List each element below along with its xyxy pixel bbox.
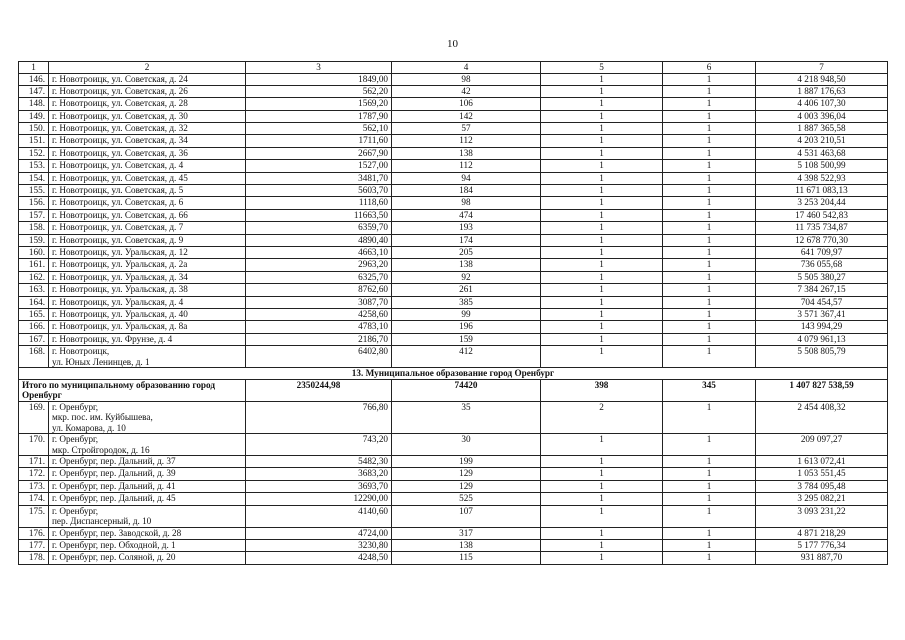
table-row — [19, 456, 888, 468]
row-number-cell: 165. — [19, 308, 49, 320]
row-number-cell: 168. — [19, 346, 49, 368]
table-row — [19, 296, 888, 308]
cost-cell: 4 398 522,93 — [756, 172, 888, 184]
col5-cell: 1 — [541, 308, 663, 320]
col6-cell: 1 — [663, 284, 756, 296]
area-cell: 3693,70 — [246, 480, 392, 492]
row-number-cell: 155. — [19, 185, 49, 197]
col6-cell: 1 — [663, 527, 756, 539]
residents-cell: 115 — [392, 552, 541, 564]
address-cell: г. Новотроицк, ул. Советская, д. 36 — [49, 147, 246, 159]
col5-cell: 1 — [541, 296, 663, 308]
header-cell: 4 — [392, 62, 541, 74]
area-cell: 743,20 — [246, 434, 392, 456]
row-number-cell: 166. — [19, 321, 49, 333]
cost-cell: 4 079 961,13 — [756, 333, 888, 345]
col5-cell: 1 — [541, 209, 663, 221]
table-row — [19, 73, 888, 85]
residents-cell: 385 — [392, 296, 541, 308]
cost-cell: 1 613 072,41 — [756, 456, 888, 468]
address-cell: г. Оренбург, мкр. пос. им. Куйбышева, ул. Комарова, д. 10 — [49, 401, 246, 434]
residents-cell: 57 — [392, 123, 541, 135]
residents-cell: 205 — [392, 246, 541, 258]
row-number-cell: 156. — [19, 197, 49, 209]
table-row — [19, 185, 888, 197]
area-cell: 1527,00 — [246, 160, 392, 172]
area-cell: 4890,40 — [246, 234, 392, 246]
area-cell: 4783,10 — [246, 321, 392, 333]
address-cell: г. Новотроицк, ул. Советская, д. 34 — [49, 135, 246, 147]
col6-cell: 1 — [663, 160, 756, 172]
residents-cell: 196 — [392, 321, 541, 333]
area-cell: 562,20 — [246, 85, 392, 97]
cost-cell: 4 406 107,30 — [756, 98, 888, 110]
column-number-header-row — [19, 62, 888, 74]
total-col5-cell: 398 — [541, 379, 663, 401]
col5-cell: 1 — [541, 505, 663, 527]
residents-cell: 174 — [392, 234, 541, 246]
residents-cell: 138 — [392, 540, 541, 552]
row-number-cell: 149. — [19, 110, 49, 122]
table-row — [19, 271, 888, 283]
table-row — [19, 222, 888, 234]
row-number-cell: 177. — [19, 540, 49, 552]
row-number-cell: 174. — [19, 493, 49, 505]
residents-cell: 94 — [392, 172, 541, 184]
col5-cell: 1 — [541, 222, 663, 234]
residents-cell: 112 — [392, 135, 541, 147]
residents-cell: 159 — [392, 333, 541, 345]
area-cell: 1711,60 — [246, 135, 392, 147]
cost-cell: 1 887 365,58 — [756, 123, 888, 135]
col5-cell: 1 — [541, 110, 663, 122]
area-cell: 4140,60 — [246, 505, 392, 527]
header-cell: 2 — [49, 62, 246, 74]
cost-cell: 2 454 408,32 — [756, 401, 888, 434]
row-number-cell: 172. — [19, 468, 49, 480]
cost-cell: 17 460 542,83 — [756, 209, 888, 221]
row-number-cell: 176. — [19, 527, 49, 539]
area-cell: 3481,70 — [246, 172, 392, 184]
col5-cell: 1 — [541, 552, 663, 564]
col6-cell: 1 — [663, 456, 756, 468]
address-cell: г. Оренбург, пер. Обходной, д. 1 — [49, 540, 246, 552]
address-cell: г. Новотроицк, ул. Советская, д. 7 — [49, 222, 246, 234]
col5-cell: 1 — [541, 246, 663, 258]
col5-cell: 1 — [541, 185, 663, 197]
col5-cell: 1 — [541, 85, 663, 97]
col6-cell: 1 — [663, 468, 756, 480]
cost-cell: 143 994,29 — [756, 321, 888, 333]
table-row — [19, 123, 888, 135]
total-col6-cell: 345 — [663, 379, 756, 401]
total-row — [19, 379, 888, 401]
col6-cell: 1 — [663, 296, 756, 308]
col5-cell: 1 — [541, 259, 663, 271]
row-number-cell: 160. — [19, 246, 49, 258]
residents-cell: 193 — [392, 222, 541, 234]
col6-cell: 1 — [663, 401, 756, 434]
row-number-cell: 157. — [19, 209, 49, 221]
section-header-row — [19, 368, 888, 380]
col5-cell: 1 — [541, 333, 663, 345]
residents-cell: 199 — [392, 456, 541, 468]
table-row — [19, 434, 888, 456]
cost-cell: 11 671 083,13 — [756, 185, 888, 197]
address-cell: г. Новотроицк, ул. Советская, д. 45 — [49, 172, 246, 184]
total-residents-cell: 74420 — [392, 379, 541, 401]
address-cell: г. Оренбург, пер. Соляной, д. 20 — [49, 552, 246, 564]
table-row — [19, 172, 888, 184]
col5-cell: 1 — [541, 493, 663, 505]
row-number-cell: 169. — [19, 401, 49, 434]
cost-cell: 209 097,27 — [756, 434, 888, 456]
table-row — [19, 527, 888, 539]
total-label: Итого по муниципальному образованию город Оренбург — [19, 379, 246, 401]
area-cell: 4663,10 — [246, 246, 392, 258]
cost-cell: 4 003 396,04 — [756, 110, 888, 122]
cost-cell: 641 709,97 — [756, 246, 888, 258]
col5-cell: 1 — [541, 321, 663, 333]
row-number-cell: 163. — [19, 284, 49, 296]
col6-cell: 1 — [663, 480, 756, 492]
residents-cell: 474 — [392, 209, 541, 221]
col6-cell: 1 — [663, 271, 756, 283]
col5-cell: 1 — [541, 147, 663, 159]
col5-cell: 1 — [541, 172, 663, 184]
col6-cell: 1 — [663, 73, 756, 85]
table-row — [19, 197, 888, 209]
table-row — [19, 209, 888, 221]
area-cell: 5482,30 — [246, 456, 392, 468]
col6-cell: 1 — [663, 321, 756, 333]
table-row — [19, 85, 888, 97]
area-cell: 3683,20 — [246, 468, 392, 480]
address-cell: г. Новотроицк, ул. Советская, д. 5 — [49, 185, 246, 197]
row-number-cell: 162. — [19, 271, 49, 283]
row-number-cell: 173. — [19, 480, 49, 492]
row-number-cell: 171. — [19, 456, 49, 468]
cost-cell: 3 253 204,44 — [756, 197, 888, 209]
address-cell: г. Новотроицк, ул. Советская, д. 4 — [49, 160, 246, 172]
table-row — [19, 540, 888, 552]
header-cell: 5 — [541, 62, 663, 74]
col5-cell: 1 — [541, 98, 663, 110]
table-row — [19, 493, 888, 505]
table-row — [19, 480, 888, 492]
address-cell: г. Новотроицк, ул. Уральская, д. 34 — [49, 271, 246, 283]
address-cell: г. Оренбург, пер. Дальний, д. 39 — [49, 468, 246, 480]
address-cell: г. Новотроицк, ул. Советская, д. 66 — [49, 209, 246, 221]
address-cell: г. Новотроицк, ул. Советская, д. 6 — [49, 197, 246, 209]
cost-cell: 1 887 176,63 — [756, 85, 888, 97]
row-number-cell: 151. — [19, 135, 49, 147]
area-cell: 11663,50 — [246, 209, 392, 221]
col6-cell: 1 — [663, 185, 756, 197]
table-row — [19, 505, 888, 527]
address-cell: г. Новотроицк, ул. Уральская, д. 38 — [49, 284, 246, 296]
area-cell: 562,10 — [246, 123, 392, 135]
area-cell: 766,80 — [246, 401, 392, 434]
total-cost-cell: 1 407 827 538,59 — [756, 379, 888, 401]
col6-cell: 1 — [663, 434, 756, 456]
col5-cell: 1 — [541, 468, 663, 480]
table-row — [19, 98, 888, 110]
col6-cell: 1 — [663, 552, 756, 564]
page-number: 10 — [447, 38, 458, 50]
address-cell: г. Новотроицк, ул. Уральская, д. 4 — [49, 296, 246, 308]
area-cell: 1118,60 — [246, 197, 392, 209]
table-row — [19, 468, 888, 480]
header-cell: 7 — [756, 62, 888, 74]
address-cell: г. Оренбург, пер. Дальний, д. 45 — [49, 493, 246, 505]
cost-cell: 7 384 267,15 — [756, 284, 888, 296]
col6-cell: 1 — [663, 333, 756, 345]
residents-cell: 525 — [392, 493, 541, 505]
address-cell: г. Новотроицк, ул. Советская, д. 9 — [49, 234, 246, 246]
residents-cell: 30 — [392, 434, 541, 456]
col5-cell: 1 — [541, 346, 663, 368]
area-cell: 2186,70 — [246, 333, 392, 345]
address-cell: г. Новотроицк, ул. Советская, д. 30 — [49, 110, 246, 122]
area-cell: 2667,90 — [246, 147, 392, 159]
cost-cell: 736 055,68 — [756, 259, 888, 271]
address-cell: г. Новотроицк, ул. Советская, д. 32 — [49, 123, 246, 135]
cost-cell: 4 871 218,29 — [756, 527, 888, 539]
col6-cell: 1 — [663, 98, 756, 110]
cost-cell: 3 571 367,41 — [756, 308, 888, 320]
address-cell: г. Новотроицк, ул. Советская, д. 28 — [49, 98, 246, 110]
col6-cell: 1 — [663, 123, 756, 135]
residents-cell: 317 — [392, 527, 541, 539]
row-number-cell: 161. — [19, 259, 49, 271]
col5-cell: 1 — [541, 160, 663, 172]
cost-cell: 4 203 210,51 — [756, 135, 888, 147]
address-cell: г. Оренбург, мкр. Стройгородок, д. 16 — [49, 434, 246, 456]
residents-cell: 261 — [392, 284, 541, 296]
col6-cell: 1 — [663, 308, 756, 320]
cost-cell: 3 784 095,48 — [756, 480, 888, 492]
col5-cell: 1 — [541, 434, 663, 456]
table-row — [19, 346, 888, 368]
col6-cell: 1 — [663, 197, 756, 209]
table-row — [19, 308, 888, 320]
col5-cell: 1 — [541, 456, 663, 468]
row-number-cell: 152. — [19, 147, 49, 159]
row-number-cell: 158. — [19, 222, 49, 234]
address-cell: г. Оренбург, пер. Дальний, д. 41 — [49, 480, 246, 492]
col5-cell: 1 — [541, 540, 663, 552]
row-number-cell: 170. — [19, 434, 49, 456]
area-cell: 4724,00 — [246, 527, 392, 539]
area-cell: 6325,70 — [246, 271, 392, 283]
residents-cell: 42 — [392, 85, 541, 97]
col5-cell: 1 — [541, 480, 663, 492]
col6-cell: 1 — [663, 209, 756, 221]
cost-cell: 704 454,57 — [756, 296, 888, 308]
table-row — [19, 401, 888, 434]
col6-cell: 1 — [663, 85, 756, 97]
row-number-cell: 154. — [19, 172, 49, 184]
cost-cell: 931 887,70 — [756, 552, 888, 564]
col6-cell: 1 — [663, 135, 756, 147]
cost-cell: 3 093 231,22 — [756, 505, 888, 527]
col5-cell: 1 — [541, 271, 663, 283]
col6-cell: 1 — [663, 540, 756, 552]
table-row — [19, 321, 888, 333]
table-row — [19, 284, 888, 296]
col6-cell: 1 — [663, 222, 756, 234]
row-number-cell: 150. — [19, 123, 49, 135]
table-row — [19, 160, 888, 172]
cost-cell: 4 531 463,68 — [756, 147, 888, 159]
table-row — [19, 135, 888, 147]
address-cell: г. Новотроицк, ул. Советская, д. 24 — [49, 73, 246, 85]
area-cell: 8762,60 — [246, 284, 392, 296]
table-row — [19, 147, 888, 159]
col5-cell: 1 — [541, 527, 663, 539]
row-number-cell: 175. — [19, 505, 49, 527]
header-cell: 3 — [246, 62, 392, 74]
residents-cell: 184 — [392, 185, 541, 197]
area-cell: 5603,70 — [246, 185, 392, 197]
cost-cell: 1 053 551,45 — [756, 468, 888, 480]
col6-cell: 1 — [663, 147, 756, 159]
residents-cell: 129 — [392, 480, 541, 492]
col6-cell: 1 — [663, 110, 756, 122]
address-cell: г. Новотроицк, ул. Уральская, д. 40 — [49, 308, 246, 320]
residents-cell: 99 — [392, 308, 541, 320]
row-number-cell: 164. — [19, 296, 49, 308]
row-number-cell: 153. — [19, 160, 49, 172]
area-cell: 3230,80 — [246, 540, 392, 552]
address-cell: г. Новотроицк, ул. Юных Ленинцев, д. 1 — [49, 346, 246, 368]
col6-cell: 1 — [663, 234, 756, 246]
row-number-cell: 148. — [19, 98, 49, 110]
header-cell: 6 — [663, 62, 756, 74]
residents-cell: 98 — [392, 73, 541, 85]
total-area-cell: 2350244,98 — [246, 379, 392, 401]
cost-cell: 11 735 734,87 — [756, 222, 888, 234]
residents-cell: 412 — [392, 346, 541, 368]
table-row — [19, 333, 888, 345]
table-row — [19, 552, 888, 564]
residents-cell: 112 — [392, 160, 541, 172]
header-cell: 1 — [19, 62, 49, 74]
col6-cell: 1 — [663, 346, 756, 368]
col5-cell: 1 — [541, 234, 663, 246]
table-row — [19, 234, 888, 246]
address-cell: г. Новотроицк, ул. Фрунзе, д. 4 — [49, 333, 246, 345]
table-row — [19, 110, 888, 122]
area-cell: 6402,80 — [246, 346, 392, 368]
area-cell: 4248,50 — [246, 552, 392, 564]
col5-cell: 1 — [541, 135, 663, 147]
col5-cell: 1 — [541, 284, 663, 296]
row-number-cell: 159. — [19, 234, 49, 246]
address-cell: г. Новотроицк, ул. Уральская, д. 2а — [49, 259, 246, 271]
address-cell: г. Новотроицк, ул. Советская, д. 26 — [49, 85, 246, 97]
col6-cell: 1 — [663, 493, 756, 505]
col5-cell: 2 — [541, 401, 663, 434]
col6-cell: 1 — [663, 246, 756, 258]
area-cell: 12290,00 — [246, 493, 392, 505]
residents-cell: 107 — [392, 505, 541, 527]
col5-cell: 1 — [541, 197, 663, 209]
section-title: 13. Муниципальное образование город Оренбург — [19, 368, 888, 380]
residents-cell: 129 — [392, 468, 541, 480]
area-cell: 1569,20 — [246, 98, 392, 110]
residents-cell: 106 — [392, 98, 541, 110]
residents-cell: 138 — [392, 259, 541, 271]
address-cell: г. Оренбург, пер. Диспансерный, д. 10 — [49, 505, 246, 527]
address-cell: г. Оренбург, пер. Дальний, д. 37 — [49, 456, 246, 468]
col6-cell: 1 — [663, 505, 756, 527]
cost-cell: 5 505 380,27 — [756, 271, 888, 283]
address-cell: г. Новотроицк, ул. Уральская, д. 12 — [49, 246, 246, 258]
area-cell: 1787,90 — [246, 110, 392, 122]
row-number-cell: 146. — [19, 73, 49, 85]
residents-cell: 92 — [392, 271, 541, 283]
residents-cell: 138 — [392, 147, 541, 159]
address-cell: г. Оренбург, пер. Заводской, д. 28 — [49, 527, 246, 539]
col6-cell: 1 — [663, 259, 756, 271]
table-row — [19, 246, 888, 258]
housing-register-table — [18, 61, 888, 565]
residents-cell: 35 — [392, 401, 541, 434]
row-number-cell: 178. — [19, 552, 49, 564]
cost-cell: 3 295 082,21 — [756, 493, 888, 505]
address-cell: г. Новотроицк, ул. Уральская, д. 8а — [49, 321, 246, 333]
area-cell: 1849,00 — [246, 73, 392, 85]
table-row — [19, 259, 888, 271]
cost-cell: 4 218 948,50 — [756, 73, 888, 85]
col5-cell: 1 — [541, 73, 663, 85]
residents-cell: 98 — [392, 197, 541, 209]
row-number-cell: 167. — [19, 333, 49, 345]
cost-cell: 5 108 500,99 — [756, 160, 888, 172]
residents-cell: 142 — [392, 110, 541, 122]
area-cell: 6359,70 — [246, 222, 392, 234]
cost-cell: 5 177 776,34 — [756, 540, 888, 552]
cost-cell: 5 508 805,79 — [756, 346, 888, 368]
col5-cell: 1 — [541, 123, 663, 135]
area-cell: 3087,70 — [246, 296, 392, 308]
area-cell: 2963,20 — [246, 259, 392, 271]
cost-cell: 12 678 770,30 — [756, 234, 888, 246]
area-cell: 4258,60 — [246, 308, 392, 320]
row-number-cell: 147. — [19, 85, 49, 97]
col6-cell: 1 — [663, 172, 756, 184]
